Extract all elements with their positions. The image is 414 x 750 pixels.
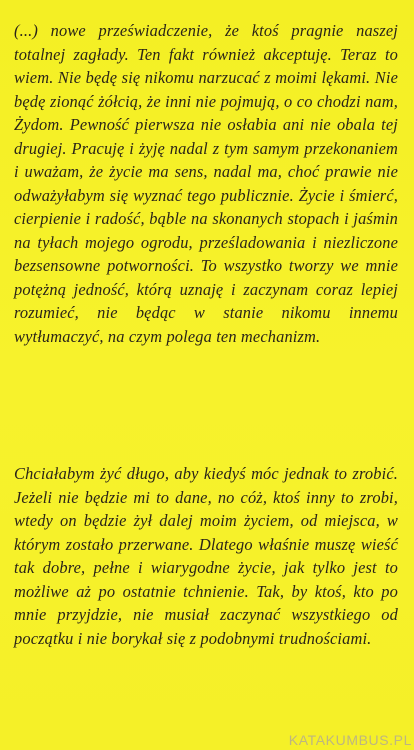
paragraph-2: Chciałabym żyć długo, aby kiedyś móc jednak to zrobić. Jeżeli nie będzie mi to dane, no cóż, ktoś inny to zrobi, wtedy on będzie żył dalej moim życiem, od miejsca, w którym zostało przerwane. Dlatego właśnie muszę wieść tak dobre, pełne i wiarygodne życie, jak tylko jest to możliwe aż po ostatnie tchnienie. Tak, by ktoś, kto po mnie przyjdzie, nie musiał zaczynać wszystkiego od początku i nie borykał się z podobnymi trudnościami. <box>14 464 398 648</box>
paragraph-1: (...) nowe przeświadczenie, że ktoś pragnie naszej totalnej zagłady. Ten fakt również akceptuję. Teraz to wiem. Nie będę się nikomu narzucać z moimi lękami. Nie będę zionąć żółcią, że inni nie pojmują, o co chodzi nam, Żydom. Pewność pierwsza nie osłabia ani nie obala tej drugiej. Pracuję i żyję nadal z tym samym przekonaniem i uważam, że życie ma sens, nadal ma, choć prawie nie odważyłabym się wyznać tego publicznie. Życie i śmierć, cierpienie i radość, bąble na skonanych stopach i jaśmin na tyłach mojego ogrodu, prześladowania i niezliczone bezsensowne potworności. To wszystko tworzy we mnie potężną jedność, którą uznaję i zaczynam coraz lepiej rozumieć, nie będąc w stanie nikomu innemu wytłumaczyć, na czym polega ten mechanizm. <box>14 21 398 346</box>
site-watermark: KATAKUMBUS.PL <box>288 732 412 748</box>
